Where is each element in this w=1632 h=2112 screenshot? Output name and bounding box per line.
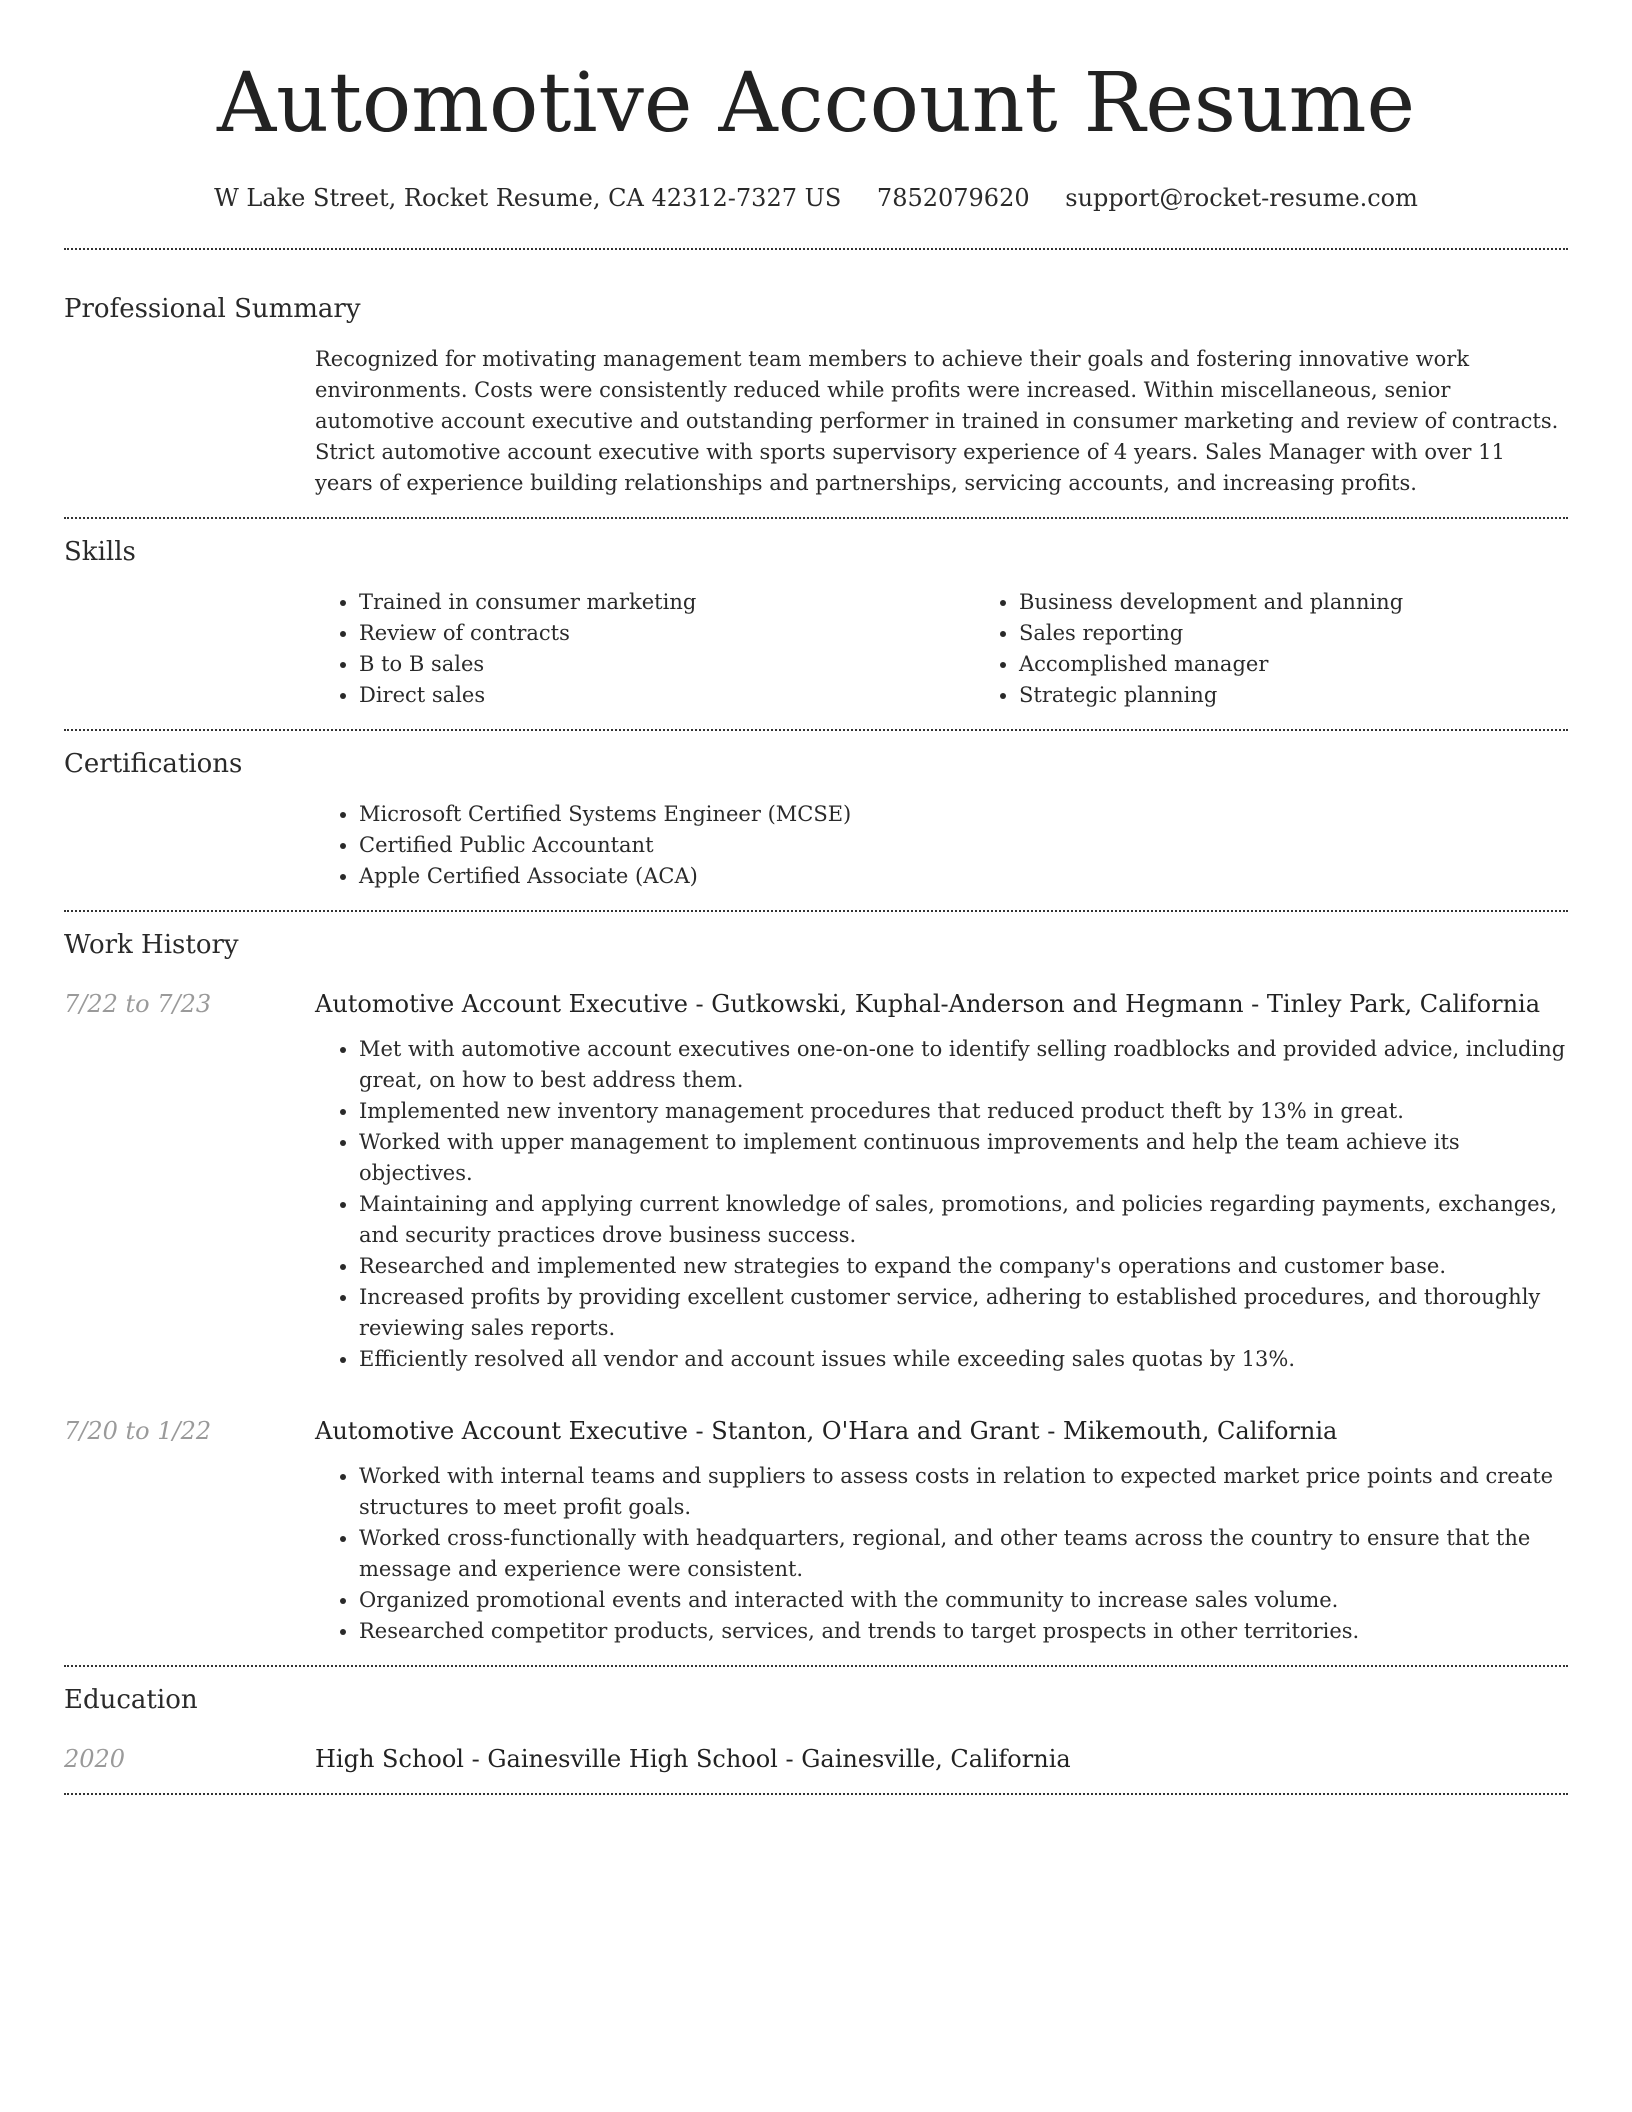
skills-list-left — [315, 587, 975, 711]
job-bullets-wrap — [315, 1461, 1568, 1647]
job-dates: 7/20 to 1/22 — [64, 1417, 212, 1445]
certification-item: • Certified Public Accountant — [359, 830, 1568, 861]
divider — [64, 1793, 1568, 1795]
skill-item: • Direct sales — [359, 680, 975, 711]
certification-item: • Microsoft Certified Systems Engineer (MCSE) — [359, 799, 1568, 830]
section-title-work-history: Work History — [64, 930, 239, 960]
skill-item: • B to B sales — [359, 649, 975, 680]
contact-address: W Lake Street, Rocket Resume, CA 42312-7327 US — [214, 184, 842, 212]
certifications-section — [64, 731, 1568, 910]
skill-item: • Trained in consumer marketing — [359, 587, 975, 618]
contact-email: support@rocket-resume.com — [1065, 184, 1418, 212]
job-bullets — [315, 1461, 1568, 1647]
job-bullet: • Worked with upper management to implement continuous improvements and help the team achieve its objectives. — [359, 1127, 1568, 1189]
job-bullet: • Efficiently resolved all vendor and account issues while exceeding sales quotas by 13%. — [359, 1344, 1568, 1375]
job-bullets-wrap — [315, 1034, 1568, 1375]
job-bullet: • Increased profits by providing excellent customer service, adhering to established procedures, and thoroughly reviewing sales reports. — [359, 1282, 1568, 1344]
skill-item: • Review of contracts — [359, 618, 975, 649]
job-bullet: • Worked cross-functionally with headquarters, regional, and other teams across the country to ensure that the message and experience were consistent. — [359, 1523, 1568, 1585]
contact-phone: 7852079620 — [876, 184, 1030, 212]
section-title-education: Education — [64, 1685, 198, 1715]
section-title-summary: Professional Summary — [64, 294, 361, 324]
education-entry — [64, 1743, 1568, 1775]
job-bullet: • Worked with internal teams and suppliers to assess costs in relation to expected market price points and create structures to meet profit goals. — [359, 1461, 1568, 1523]
skill-item: • Accomplished manager — [1019, 649, 1632, 680]
certification-item: • Apple Certified Associate (ACA) — [359, 861, 1568, 892]
job-heading: Automotive Account Executive - Stanton, O'Hara and Grant - Mikemouth, California — [315, 1417, 1338, 1445]
skills-columns — [315, 587, 1568, 711]
job-entry — [64, 988, 1568, 1020]
job-bullets — [315, 1034, 1568, 1375]
job-bullet: • Met with automotive account executives one-on-one to identify selling roadblocks and provided advice, including great, on how to best address them. — [359, 1034, 1568, 1096]
job-dates: 7/22 to 7/23 — [64, 990, 212, 1018]
education-section — [64, 1667, 1568, 1793]
skill-item: • Strategic planning — [1019, 680, 1632, 711]
contact-line — [64, 182, 1568, 214]
job-bullet: • Researched and implemented new strategies to expand the company's operations and customer base. — [359, 1251, 1568, 1282]
job-bullet: • Implemented new inventory management procedures that reduced product theft by 13% in great. — [359, 1096, 1568, 1127]
job-bullet: • Organized promotional events and interacted with the community to increase sales volume. — [359, 1585, 1568, 1616]
work-history-section — [64, 912, 1568, 1665]
certifications-list — [315, 799, 1568, 892]
section-title-skills: Skills — [64, 537, 136, 567]
job-bullet: • Maintaining and applying current knowledge of sales, promotions, and policies regarding payments, exchanges, and security practices drove business success. — [359, 1189, 1568, 1251]
resume-name: Automotive Account Resume — [216, 56, 1416, 151]
certifications-list-wrap — [315, 799, 1568, 892]
skills-section — [64, 519, 1568, 729]
skills-list-right — [975, 587, 1632, 711]
section-title-certifications: Certifications — [64, 749, 243, 779]
summary-section — [64, 250, 1568, 517]
job-entry — [64, 1415, 1568, 1447]
education-year: 2020 — [64, 1745, 126, 1773]
education-heading: High School - Gainesville High School - Gainesville, California — [315, 1745, 1071, 1773]
skill-item: • Business development and planning — [1019, 587, 1632, 618]
skill-item: • Sales reporting — [1019, 618, 1632, 649]
job-bullet: • Researched competitor products, services, and trends to target prospects in other territories. — [359, 1616, 1568, 1647]
summary-text: Recognized for motivating management team members to achieve their goals and fostering innovative work environments. Costs were consistently reduced while profits were increased. Within miscellaneous, senior automotive account executive and outstanding performer in trained in consumer marketing and review of contracts. Strict automotive account executive with sports supervisory experience of 4 years. Sales Manager with over 11 years of experience building relationships and partnerships, servicing accounts, and increasing profits. — [315, 347, 1559, 495]
job-heading: Automotive Account Executive - Gutkowski, Kuphal-Anderson and Hegmann - Tinley Park, California — [315, 990, 1541, 1018]
